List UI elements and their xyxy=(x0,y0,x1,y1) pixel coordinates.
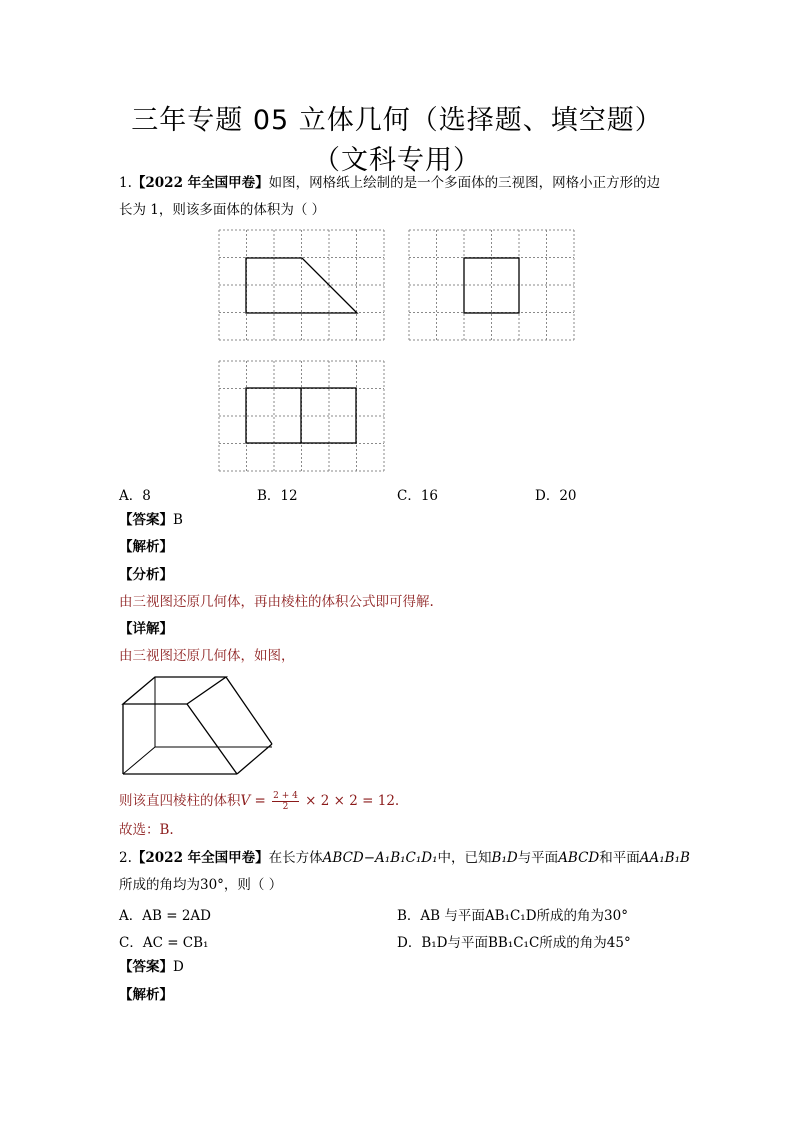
q2-stem-line2: 所成的角均为30°，则（ ） xyxy=(119,877,283,893)
q1-option-d: D．20 xyxy=(535,488,577,504)
q1-volume-prefix: 则该直四棱柱的体积 xyxy=(119,793,241,809)
q1-stem-line1 xyxy=(119,174,660,192)
prism-3d-figure xyxy=(118,672,278,780)
page-title: 三年专题 05 立体几何（选择题、填空题） xyxy=(131,105,663,136)
q1-fenxi-tag: 【分析】 xyxy=(119,567,173,583)
q1-fenxi-text: 由三视图还原几何体，再由棱柱的体积公式即可得解. xyxy=(119,594,434,610)
q2-option-a: A．AB = 2AD xyxy=(119,908,211,924)
q2-stem-b1d: B₁D xyxy=(491,850,518,866)
q1-frac-denominator: 2 xyxy=(282,802,289,812)
q2-stem-line1 xyxy=(119,849,690,867)
q2-stem-aa1b1b: AA₁B₁B xyxy=(639,850,690,866)
q1-option-b: B．12 xyxy=(257,488,298,504)
q1-number: 1. xyxy=(119,175,132,191)
q1-source: 【2022 年全国甲卷】 xyxy=(131,175,269,191)
prism-hidden-edges xyxy=(123,677,272,774)
q1-volume-fraction xyxy=(272,791,299,812)
front-view-figure xyxy=(218,229,385,343)
q2-source: 【2022 年全国甲卷】 xyxy=(131,850,269,866)
q2-option-d: D．B₁D与平面BB₁C₁C所成的角为45° xyxy=(397,935,631,951)
q2-stem-body: ABCD−A₁B₁C₁D₁ xyxy=(322,850,438,866)
q2-answer: D xyxy=(173,959,184,975)
q2-analysis-tag: 【解析】 xyxy=(119,987,173,1003)
q2-option-c: C．AC = CB₁ xyxy=(119,935,209,951)
q2-stem-abcd: ABCD xyxy=(558,850,600,866)
q1-frac-numerator: 2 + 4 xyxy=(273,791,298,801)
q1-detail-text: 由三视图还原几何体，如图， xyxy=(119,648,295,664)
q1-detail-tag: 【详解】 xyxy=(119,621,173,637)
q1-stem-text1: 如图，网格纸上绘制的是一个多面体的三视图，网格小正方形的边 xyxy=(268,175,661,191)
q1-volume-line xyxy=(119,791,399,812)
q1-analysis-tag: 【解析】 xyxy=(119,539,173,555)
q1-volume-eq: = xyxy=(250,793,271,809)
q2-option-b: B．AB 与平面AB₁C₁D所成的角为30° xyxy=(397,908,628,924)
q1-option-a: A．8 xyxy=(119,488,151,504)
q2-stem-b: 中，已知 xyxy=(437,850,492,866)
q2-stem-c: 与平面 xyxy=(517,850,559,866)
top-view-figure xyxy=(218,360,385,472)
q1-volume-tail: × 2 × 2 = 12. xyxy=(300,793,400,809)
q2-answer-tag: 【答案】 xyxy=(119,959,173,975)
q1-volume-symbol: V xyxy=(240,793,251,809)
q2-stem-d: 和平面 xyxy=(599,850,640,866)
side-view-figure xyxy=(408,229,575,343)
q1-option-c: C．16 xyxy=(397,488,439,504)
q2-number: 2. xyxy=(119,850,132,866)
q1-answer-tag: 【答案】 xyxy=(119,512,173,528)
q2-answer-line xyxy=(119,958,184,976)
page-subtitle: （文科专用） xyxy=(313,145,481,176)
q1-choice-text: 故选：B. xyxy=(119,822,174,838)
prism-visible-edges xyxy=(123,677,272,774)
q1-answer: B xyxy=(173,512,183,528)
q1-answer-line xyxy=(119,511,183,529)
q2-stem-a: 在长方体 xyxy=(268,850,323,866)
q1-stem-line2: 长为 1，则该多面体的体积为（ ） xyxy=(119,202,326,218)
